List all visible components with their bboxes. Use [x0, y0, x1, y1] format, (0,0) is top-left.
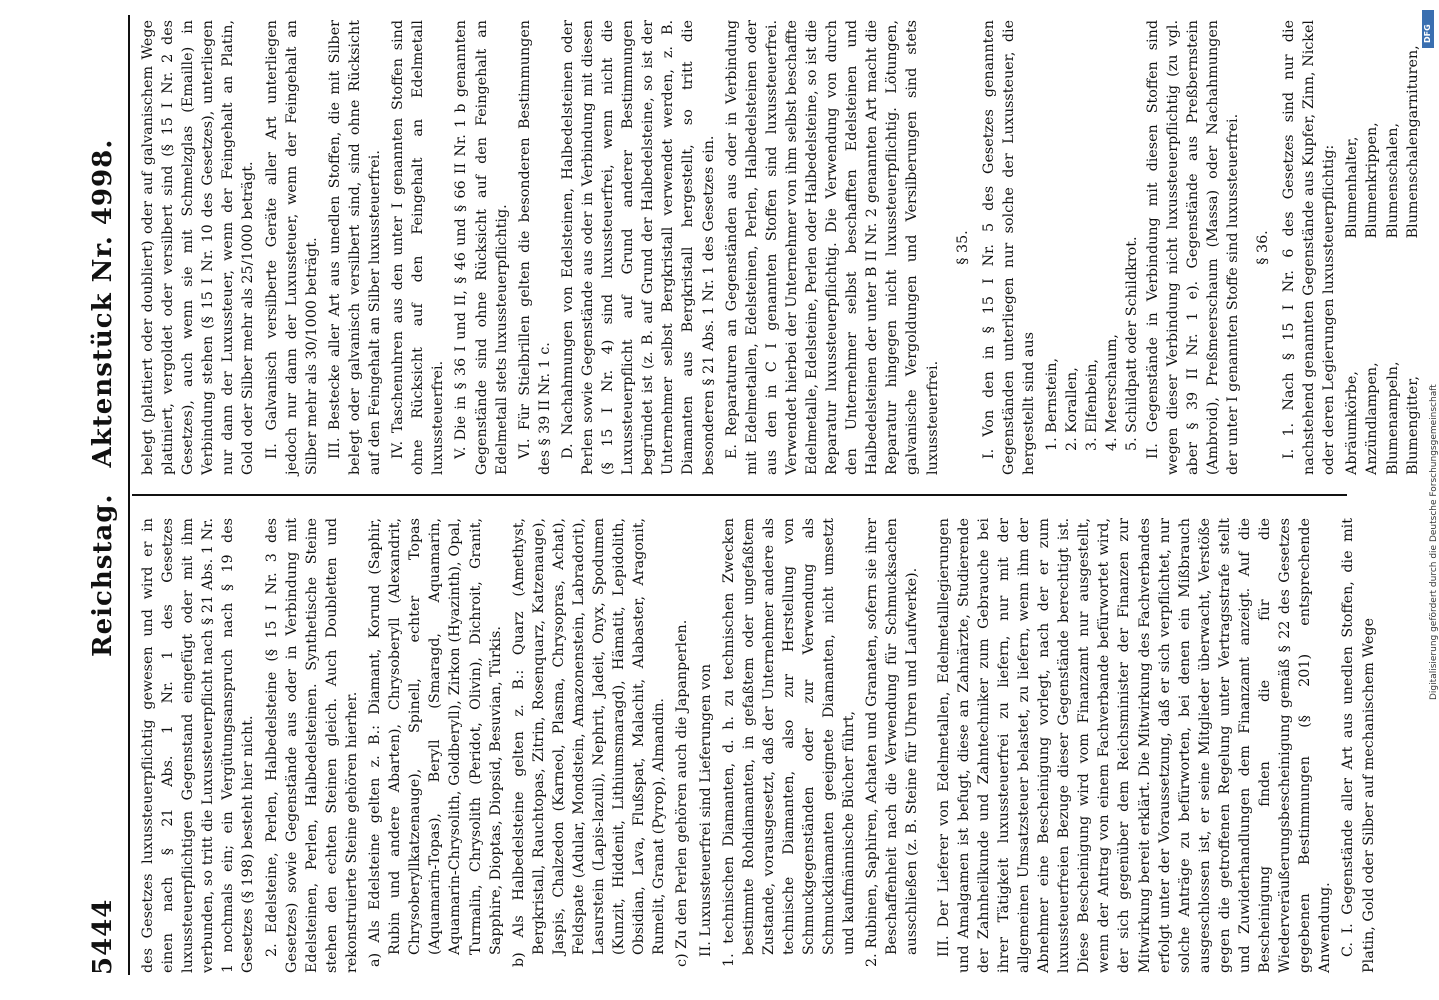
section-heading: § 36. — [1254, 230, 1271, 265]
paragraph: I. 1. Nach § 15 I Nr. 6 des Gesetzes sind nur die nachstehend genannten Gegenstände aus Kupfer, Zinn, Nickel oder deren Legierungen luxussteuerpflichtig: — [1281, 20, 1338, 475]
paragraph: des Gesetzes luxussteuerpflichtig gewesen und wird er in einen nach § 21 Abs. 1 Nr. 1 des Gesetzes luxussteuerpflichtigen Gegenstand eingefügt oder mit ihm verbunden, so tritt die Luxussteuerpflicht nach § 21 Abs. 1 Nr. 1 nochmals ein; ein Vergütungsanspruch nach § 19 des Gesetzes (§ 198) besteht hier nicht. — [140, 518, 257, 973]
list-item-right: Blumenschalengarnituren, — [1404, 45, 1421, 239]
header-right-title: Aktenstück Nr. 4998. — [88, 138, 118, 468]
page-number: 5444 — [88, 898, 118, 975]
paragraph: III. Bestecke aller Art aus unedlen Stoffen, die mit Silber belegt oder galvanisch versilbert sind, sind ohne Rücksicht auf den Feingehalt an Silber luxussteuerfrei. — [326, 20, 384, 475]
paragraph: 1. technischen Diamanten, d. h. zu technischen Zwecken bestimmte Rohdiamanten, in gefaßtem oder ungefaßtem Zustande, vorausgesetzt, daß der Unternehmer andere als technische Diamanten, also zur Herstellung von Schmuckgegenständen oder zur Verwendung als Schmuckdiamanten geeignete Diamanten, nicht umsetzt und kaufmännische Bücher führt, — [720, 518, 858, 967]
paragraph: C. I. Gegenstände aller Art aus unedlen Stoffen, die mit Platin, Gold oder Silber auf mechanischem Wege — [1340, 518, 1377, 973]
page-header — [88, 131, 118, 665]
list-item: 1. Bernstein, — [1044, 357, 1061, 451]
paragraph: 2. Edelsteine, Perlen, Halbedelsteine (§ 15 I Nr. 3 des Gesetzes) sowie Gegenstände aus oder in Verbindung mit Edelsteinen, Perlen, Halbedelsteinen. Synthetische Steine stehen den echten Steinen gleich. Auch Doubletten und rekonstruierte Steine gehören hierher. — [263, 518, 360, 973]
list-row — [1342, 20, 1362, 475]
digitization-note: Digitalisierung gefördert durch die Deutsche Forschungsgemeinschaft — [1429, 384, 1439, 700]
paragraph: VI. Für Stielbrillen gelten die besonderen Bestimmungen des § 39 II Nr. 1 c. — [516, 20, 553, 475]
list-item-right: Blumenschalen, — [1384, 123, 1401, 239]
paragraph: belegt (plattiert oder doubliert) oder auf galvanischem Wege platiniert, vergoldet oder versilbert sind (§ 15 I Nr. 2 des Gesetzes), auch wenn sie mit Schmelzglas (Emaille) in Verbindung stehen (§ 15 I Nr. 10 des Gesetzes), unterliegen nur dann der Luxussteuer, wenn der Feingehalt an Platin, Gold oder Silber mehr als 25/1000 beträgt. — [140, 20, 257, 475]
paragraph: b) Als Halbedelsteine gelten z. B.: Quarz (Amethyst, Bergkristall, Rauchtopas, Zitrin, Rosenquarz, Katzenauge), Jaspis, Chalzedon (Karneol, Plasma, Chrysopras, Achat), Feldspate (Adular, Mondstein, Amazonenstein, Labradorit), Lasurstein (Lapis-lazuli), Nephrit, Jadeit, Onyx, Spodumen (Kunzit, Hiddenit, Lithiumsmaragd), Hämatit, Lepidolith, Obsidian, Lava, Flußspat, Malachit, Alabaster, Aragonit, Rumelit, Granat (Pyrop), Almandin. — [510, 518, 668, 967]
list-item-left: Blumengitter, — [1404, 376, 1421, 475]
paragraph: III. Der Lieferer von Edelmetallen, Edelmetalllegierungen und Amalgamen ist befugt, diese an Zahnärzte, Studierende der Zahnheilkunde und Zahntechniker zum Gebrauche bei ihrer Tätigkeit luxussteuerfrei zu liefern, nur mit der allgemeinen Umsatzsteuer belastet, zu liefern, wenn ihm der Abnehmer eine Bescheinigung vorlegt, nach der er zum luxussteuerfreien Bezuge dieser Gegenstände berechtigt ist. Diese Bescheinigung wird vom Finanzamt nur ausgestellt, wenn der Antrag von einem Fachverbande befürwortet wird, der sich gegenüber dem Reichsminister der Finanzen zur Mitwirkung bereit erklärt. Die Mitwirkung des Fachverbandes erfolgt unter der Voraussetzung, daß er sich verpflichtet, nur solche Anträge zu befürworten, bei denen ein Mißbrauch ausgeschlossen ist, er seine Mitglieder überwacht, Verstöße gegen die getroffenen Regelung unter Vertragsstrafe stellt und Zuwiderhandlungen dem Finanzamt anzeigt. Auf die Bescheinigung finden die für die Wiederveräußerungsbescheinigung gemäß § 22 des Gesetzes gegebenen Bestimmungen (§ 201) entsprechende Anwendung. — [935, 518, 1334, 973]
list-item: 2. Korallen, — [1064, 367, 1081, 451]
header-left-title: Reichstag. — [88, 493, 118, 657]
paragraph: c) Zu den Perlen gehören auch die Japanperlen. — [674, 619, 691, 967]
list-item-right: Blumenhalter, — [1344, 136, 1361, 239]
list-item-left: Anzündlampen, — [1364, 362, 1381, 475]
list-item-left: Abräumkörbe, — [1344, 371, 1361, 475]
column-divider — [132, 494, 1347, 496]
list-item: 4. Meerschaum, — [1104, 334, 1121, 451]
list-item: 5. Schildpatt oder Schildkrot. — [1124, 236, 1141, 451]
list-row — [1383, 20, 1403, 475]
paragraph: IV. Taschenuhren aus den unter I genannten Stoffen sind ohne Rücksicht auf den Feingehalt an Edelmetall luxussteuerfrei. — [390, 20, 447, 475]
list-row — [1362, 20, 1382, 475]
list-item-right: Blumenkrippen, — [1364, 122, 1381, 239]
paragraph: 2. Rubinen, Saphiren, Achaten und Granaten, sofern sie ihrer Beschaffenheit nach die Verwendung für Schmucksachen ausschließen (z. B. Steine für Uhren und Laufwerke). — [864, 518, 921, 967]
list-item-left: Blumenampeln, — [1384, 361, 1401, 475]
paragraph: II. Luxussteuerfrei sind Lieferungen von — [697, 663, 714, 957]
left-column — [138, 518, 1382, 973]
dfg-logo: DFG — [1422, 10, 1434, 48]
right-column — [138, 20, 1423, 475]
list-row — [1403, 20, 1423, 475]
paragraph: I. Von den in § 15 I Nr. 5 des Gesetzes genannten Gegenständen unterliegen nur solche der Luxussteuer, die hergestellt sind aus — [980, 20, 1037, 475]
paragraph: E. Reparaturen an Gegenständen aus oder in Verbindung mit Edelmetallen, Edelsteinen, Perlen, Halbedelsteinen oder aus den in C I genannten Stoffen sind luxussteuerfrei. Verwendet hierbei der Unternehmer von ihm selbst beschaffte Edelmetalle, Edelsteine, Perlen oder Halbedelsteine, so ist die Reparatur luxussteuerpflichtig. Die Verwendung von durch den Unternehmer selbst beschafften Edelsteinen und Halbedelsteinen der unter B II Nr. 2 genannten Art macht die Reparatur hingegen nicht luxussteuerpflichtig. Lötungen, galvanische Vergoldungen und Versilberungen sind stets luxussteuerfrei. — [723, 20, 941, 475]
paragraph: V. Die in § 36 I und II, § 46 und § 66 II Nr. 1 b genannten Gegenstände sind ohne Rücksicht auf den Feingehalt an Edelmetall stets luxussteuerpflichtig. — [453, 20, 510, 475]
header-rule — [128, 15, 130, 975]
paragraph: II. Gegenstände in Verbindung mit diesen Stoffen sind wegen dieser Verbindung nicht luxussteuerpflichtig (zu vgl. aber § 39 II Nr. 1 e). Gegenstände aus Preßbernstein (Ambroid), Preßmeerschaum (Massa) oder Nachahmungen der unter I genannten Stoffe sind luxussteuerfrei. — [1144, 20, 1241, 475]
list-item: 3. Elfenbein, — [1084, 358, 1101, 451]
paragraph: D. Nachahmungen von Edelsteinen, Halbedelsteinen oder Perlen sowie Gegenstände aus oder in Verbindung mit diesen (§ 15 I Nr. 4) sind luxussteuerfrei, wenn nicht die Luxussteuerpflicht auf Grund anderer Bestimmungen begründet ist (z. B. auf Grund der Halbedelsteine, so ist der Unternehmer selbst Bergkristall verwendet werden, z. B. Diamanten aus Bergkristall hergestellt, so tritt die besonderen § 21 Abs. 1 Nr. 1 des Gesetzes ein. — [559, 20, 717, 475]
section-heading: § 35. — [954, 230, 971, 265]
paragraph: a) Als Edelsteine gelten z. B.: Diamant, Korund (Saphir, Rubin und andere Abarten), Chrysoberyll (Alexandrit, Chrysoberyllkatzenauge), Spinell, echter Topas (Aquamarin-Topas), Beryll (Smaragd, Aquamarin, Aquamarin-Chrysolith, Goldberyll), Zirkon (Hyazinth), Opal, Turmalin, Chrysolith (Peridot, Olivin), Dichroit, Granit, Sapphire, Dioptas, Diopsid, Besuvian, Türkis. — [367, 518, 504, 967]
document-page — [80, 0, 1421, 995]
paragraph: II. Galvanisch versilberte Geräte aller Art unterliegen jedoch nur dann der Luxussteuer, wenn der Feingehalt an Silber mehr als 30/1000 beträgt. — [263, 20, 320, 475]
